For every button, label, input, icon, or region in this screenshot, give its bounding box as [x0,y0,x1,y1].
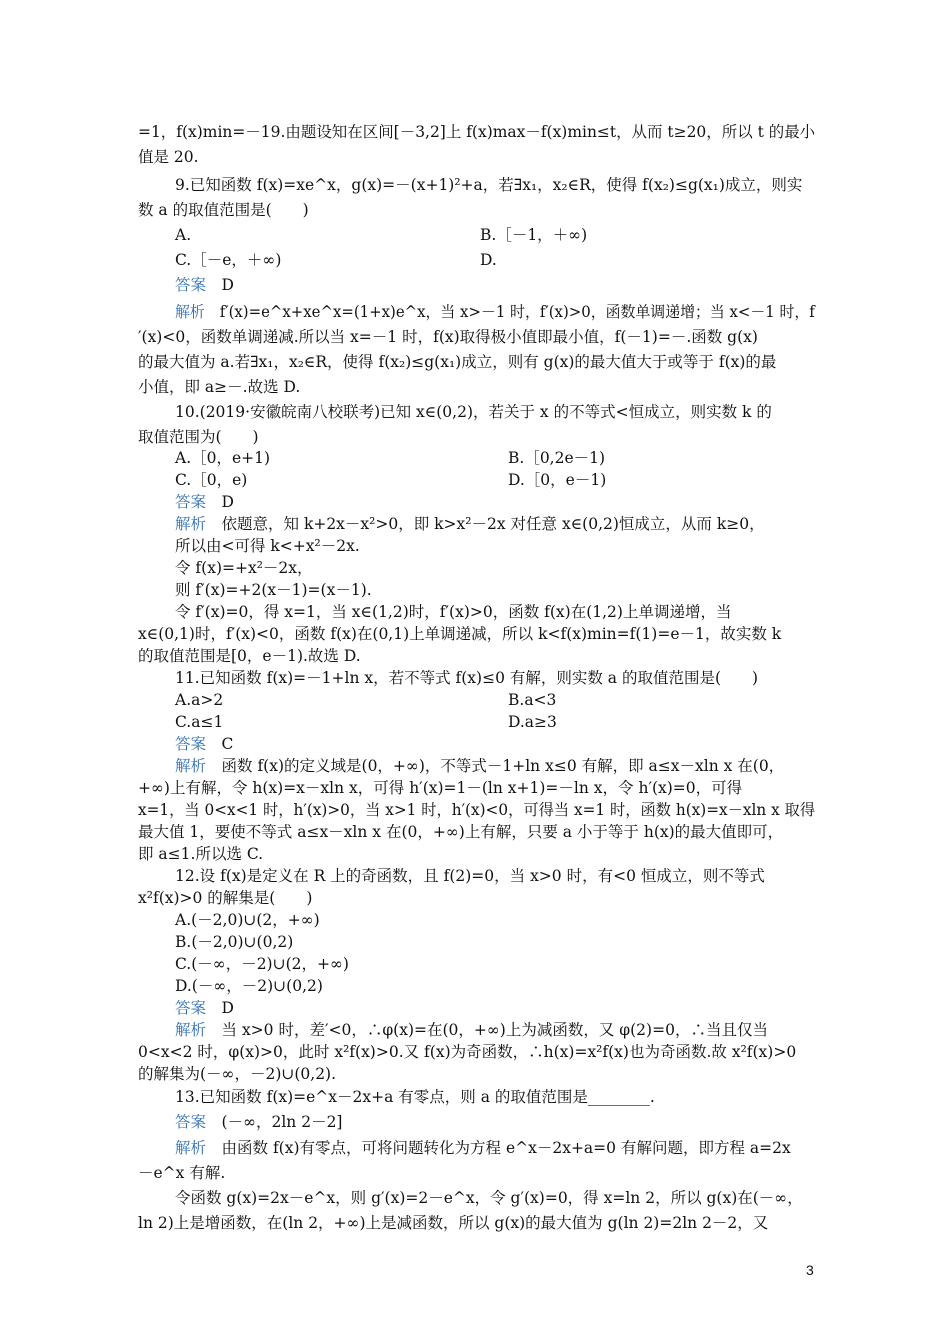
text-line [508,690,556,710]
line-text: C.(－∞，－2)∪(2，+∞) [175,955,349,973]
line-text: D [206,493,234,511]
line-text: A.［0，e+1) [175,449,271,467]
line-text: C.［0，e) [175,471,248,489]
line-text: D.a≥3 [508,713,557,731]
text-line [175,690,223,710]
text-line [175,514,765,534]
line-text: D.(－∞，－2)∪(0,2) [175,977,323,995]
text-line [138,377,300,397]
text-line [138,778,742,798]
analysis-label: 解析 [175,1139,207,1157]
line-text: B.(－2,0)∪(0,2) [175,933,294,951]
line-text: 13.已知函数 f(x)=e^x－2x+a 有零点，则 a 的取值范围是________. [175,1088,655,1106]
line-text: A.a>2 [175,691,224,709]
text-line [175,602,731,622]
text-line [138,427,259,447]
text-line [138,352,776,372]
line-text: C [206,735,234,753]
text-line [175,448,270,468]
line-text: B.a<3 [508,691,557,709]
analysis-label: 解析 [175,515,207,533]
line-text: 的取值范围是[0，e－1).故选 D. [138,647,361,665]
text-line [175,492,234,512]
text-line [175,976,323,996]
line-text: D.［0，e－1) [508,471,607,489]
text-line [175,668,758,688]
line-text: A. [175,226,192,244]
text-line [138,822,783,842]
text-line [508,712,557,732]
text-line [175,580,372,600]
line-text: B.［－1，＋∞) [480,226,588,244]
text-line [138,1213,768,1233]
line-text: ln 2)上是增函数，在(ln 2，+∞)上是减函数，所以 g(x)的最大值为 g(ln 2)=2ln 2－2，又 [138,1214,769,1232]
line-text: x=1，当 0<x<1 时，h′(x)>0，当 x>1 时，h′(x)<0，可得当 x=1 时，函数 h(x)=x－xln x 取得 [138,801,816,819]
answer-label: 答案 [175,999,207,1017]
text-line [175,558,313,578]
line-text: 的解集为(－∞，－2)∪(0,2). [138,1065,337,1083]
text-line [175,536,360,556]
answer-label: 答案 [175,493,207,511]
text-line [175,1112,342,1132]
text-line [480,250,497,270]
analysis-label: 解析 [175,757,207,775]
line-text: D. [480,251,497,269]
line-text: D [206,999,234,1017]
text-line [138,624,781,644]
line-text: 令 f′(x)=0，得 x=1，当 x∈(1,2)时，f′(x)>0，函数 f(x)在(1,2)上单调递增，当 [175,603,732,621]
line-text: 当 x>0 时，差′<0，∴φ(x)=在(0，+∞)上为减函数，又 φ(2)=0，∴当且仅当 [206,1021,768,1039]
text-line [175,225,191,245]
text-line [138,122,815,142]
text-line [175,250,281,270]
line-text: x∈(0,1)时，f′(x)<0，函数 f(x)在(0,1)上单调递减，所以 k<f(x)min=f(1)=e－1，故实数 k [138,625,782,643]
text-line [138,888,312,908]
line-text: 令 f(x)=+x²－2x， [175,559,313,577]
line-text: C.［－e，＋∞) [175,251,282,269]
text-line [175,175,802,195]
text-line [175,954,349,974]
line-text: 由函数 f(x)有零点，可将问题转化为方程 e^x－2x+a=0 有解问题，即方程 a=2x [206,1139,791,1157]
text-line [175,712,223,732]
text-line [138,327,758,347]
line-text: 取值范围为( ) [138,428,259,446]
line-text: 小值，即 a≥－.故选 D. [138,378,301,396]
text-line [175,910,320,930]
text-line [175,1138,791,1158]
line-text: A.(－2,0)∪(2，+∞) [175,911,320,929]
text-line [138,1042,796,1062]
text-line [138,200,309,220]
text-line [175,1188,803,1208]
line-text: =1，f(x)min=－19.由题设知在区间[－3,2]上 f(x)max－f(x)min≤t，从而 t≥20，所以 t 的最小 [138,123,816,141]
text-line [138,800,815,820]
text-line [480,225,587,245]
line-text: －e^x 有解. [138,1164,226,1182]
text-line [175,866,765,886]
text-line [138,646,361,666]
line-text: 10.(2019·安徽皖南八校联考)已知 x∈(0,2)，若关于 x 的不等式<恒成立，则实数 k 的 [175,403,772,421]
line-text: 数 a 的取值范围是( ) [138,201,309,219]
line-text: 令函数 g(x)=2x－e^x，则 g′(x)=2－e^x，令 g′(x)=0，得 x=ln 2，所以 g(x)在(－∞， [175,1189,803,1207]
text-line [138,1163,225,1183]
text-line [138,1064,336,1084]
answer-label: 答案 [175,1113,207,1131]
text-line [508,470,606,490]
line-text: ′(x)<0，函数单调递减.所以当 x=－1 时，f(x)取得极小值即最小值，f(－1)=－.函数 g(x) [138,328,758,346]
line-text: 9.已知函数 f(x)=xe^x，g(x)=－(x+1)²+a，若∃x₁，x₂∈R，使得 f(x₂)≤g(x₁)成立，则实 [175,176,803,194]
line-text: f′(x)=e^x+xe^x=(1+x)e^x，当 x>－1 时，f′(x)>0，函数单调递增；当 x<－1 时，f [204,303,815,321]
line-text: D [206,276,234,294]
text-line [508,448,605,468]
text-line [175,275,234,295]
text-line [175,302,815,322]
line-text: 最大值 1，要使不等式 a≤x－xln x 在(0，+∞)上有解，只要 a 小于等于 h(x)的最大值即可， [138,823,784,841]
line-text: 依题意，知 k+2x－x²>0，即 k>x²－2x 对任意 x∈(0,2)恒成立，从而 k≥0， [206,515,765,533]
text-line [175,1087,655,1107]
page-number: 3 [806,1262,814,1278]
line-text: C.a≤1 [175,713,224,731]
line-text: 11.已知函数 f(x)=－1+ln x，若不等式 f(x)≤0 有解，则实数 a 的取值范围是( ) [175,669,759,687]
line-text: x²f(x)>0 的解集是( ) [138,889,313,907]
analysis-label: 解析 [175,303,205,321]
line-text: 0<x<2 时，φ(x)>0，此时 x²f(x)>0.又 f(x)为奇函数，∴h(x)=x²f(x)也为奇函数.故 x²f(x)>0 [138,1043,797,1061]
text-line [175,734,233,754]
line-text: 的最大值为 a.若∃x₁，x₂∈R，使得 f(x₂)≤g(x₁)成立，则有 g(x)的最大值大于或等于 f(x)的最 [138,353,777,371]
text-line [138,147,199,167]
line-text: 值是 20. [138,148,199,166]
analysis-label: 解析 [175,1021,207,1039]
answer-label: 答案 [175,276,207,294]
line-text: 则 f′(x)=+2(x－1)=(x－1). [175,581,372,599]
line-text: 即 a≤1.所以选 C. [138,845,264,863]
text-line [175,756,784,776]
text-line [175,470,247,490]
text-line [138,844,263,864]
text-line [175,998,234,1018]
line-text: B.［0,2e－1) [508,449,606,467]
line-text: 所以由<可得 k<+x²－2x. [175,537,360,555]
line-text: +∞)上有解，令 h(x)=x－xln x，可得 h′(x)=1－(ln x+1)=－ln x，令 h′(x)=0，可得 [138,779,743,797]
text-line [175,1020,768,1040]
line-text: 函数 f(x)的定义域是(0，+∞)，不等式－1+ln x≤0 有解，即 a≤x－xln x 在(0， [206,757,785,775]
text-line [175,402,772,422]
line-text: 12.设 f(x)是定义在 R 上的奇函数，且 f(2)=0，当 x>0 时，有<0 恒成立，则不等式 [175,867,765,885]
line-text: (－∞，2ln 2－2] [206,1113,343,1131]
text-line [175,932,293,952]
answer-label: 答案 [175,735,207,753]
